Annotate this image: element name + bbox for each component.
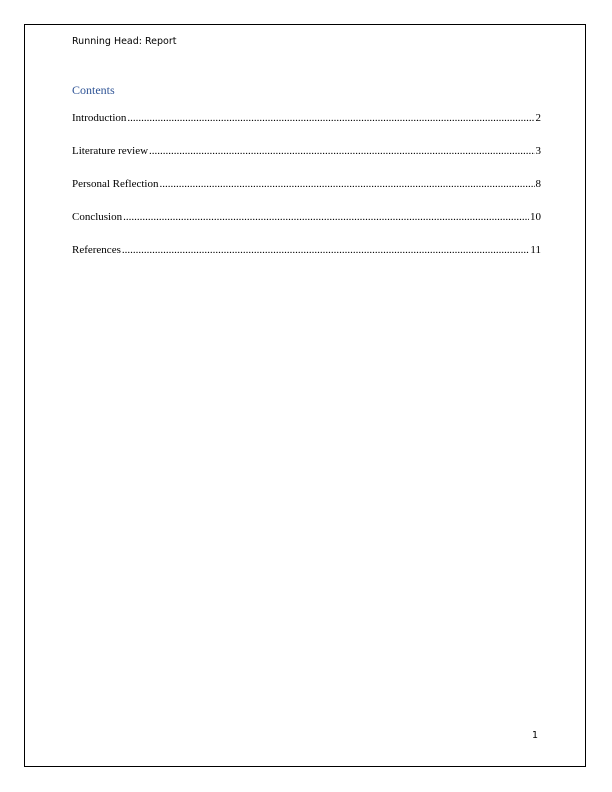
toc-entry-label: References [72,244,121,256]
toc-entry-page: 10 [530,211,541,223]
toc-entry-literature-review[interactable] [72,144,541,158]
running-head: Running Head: Report [72,36,177,47]
toc-entry-references[interactable] [72,243,541,257]
toc-entry-page: 11 [530,244,541,256]
toc-entry-introduction[interactable] [72,111,541,125]
toc-entry-label: Literature review [72,145,149,157]
toc-leader-dots [127,111,534,125]
toc-entry-page: 8 [535,178,541,190]
toc-entry-page: 2 [535,112,541,124]
page-number: 1 [532,730,539,741]
toc-entry-label: Introduction [72,112,127,124]
toc-entry-personal-reflection[interactable] [72,177,541,191]
toc-entry-label: Conclusion [72,211,123,223]
toc-leader-dots [149,144,534,158]
table-of-contents [72,111,541,276]
toc-entry-conclusion[interactable] [72,210,541,224]
toc-leader-dots [159,177,534,191]
toc-heading: Contents [72,83,115,97]
toc-entry-label: Personal Reflection [72,178,159,190]
toc-leader-dots [123,210,529,224]
toc-entry-page: 3 [535,145,541,157]
toc-leader-dots [122,243,530,257]
